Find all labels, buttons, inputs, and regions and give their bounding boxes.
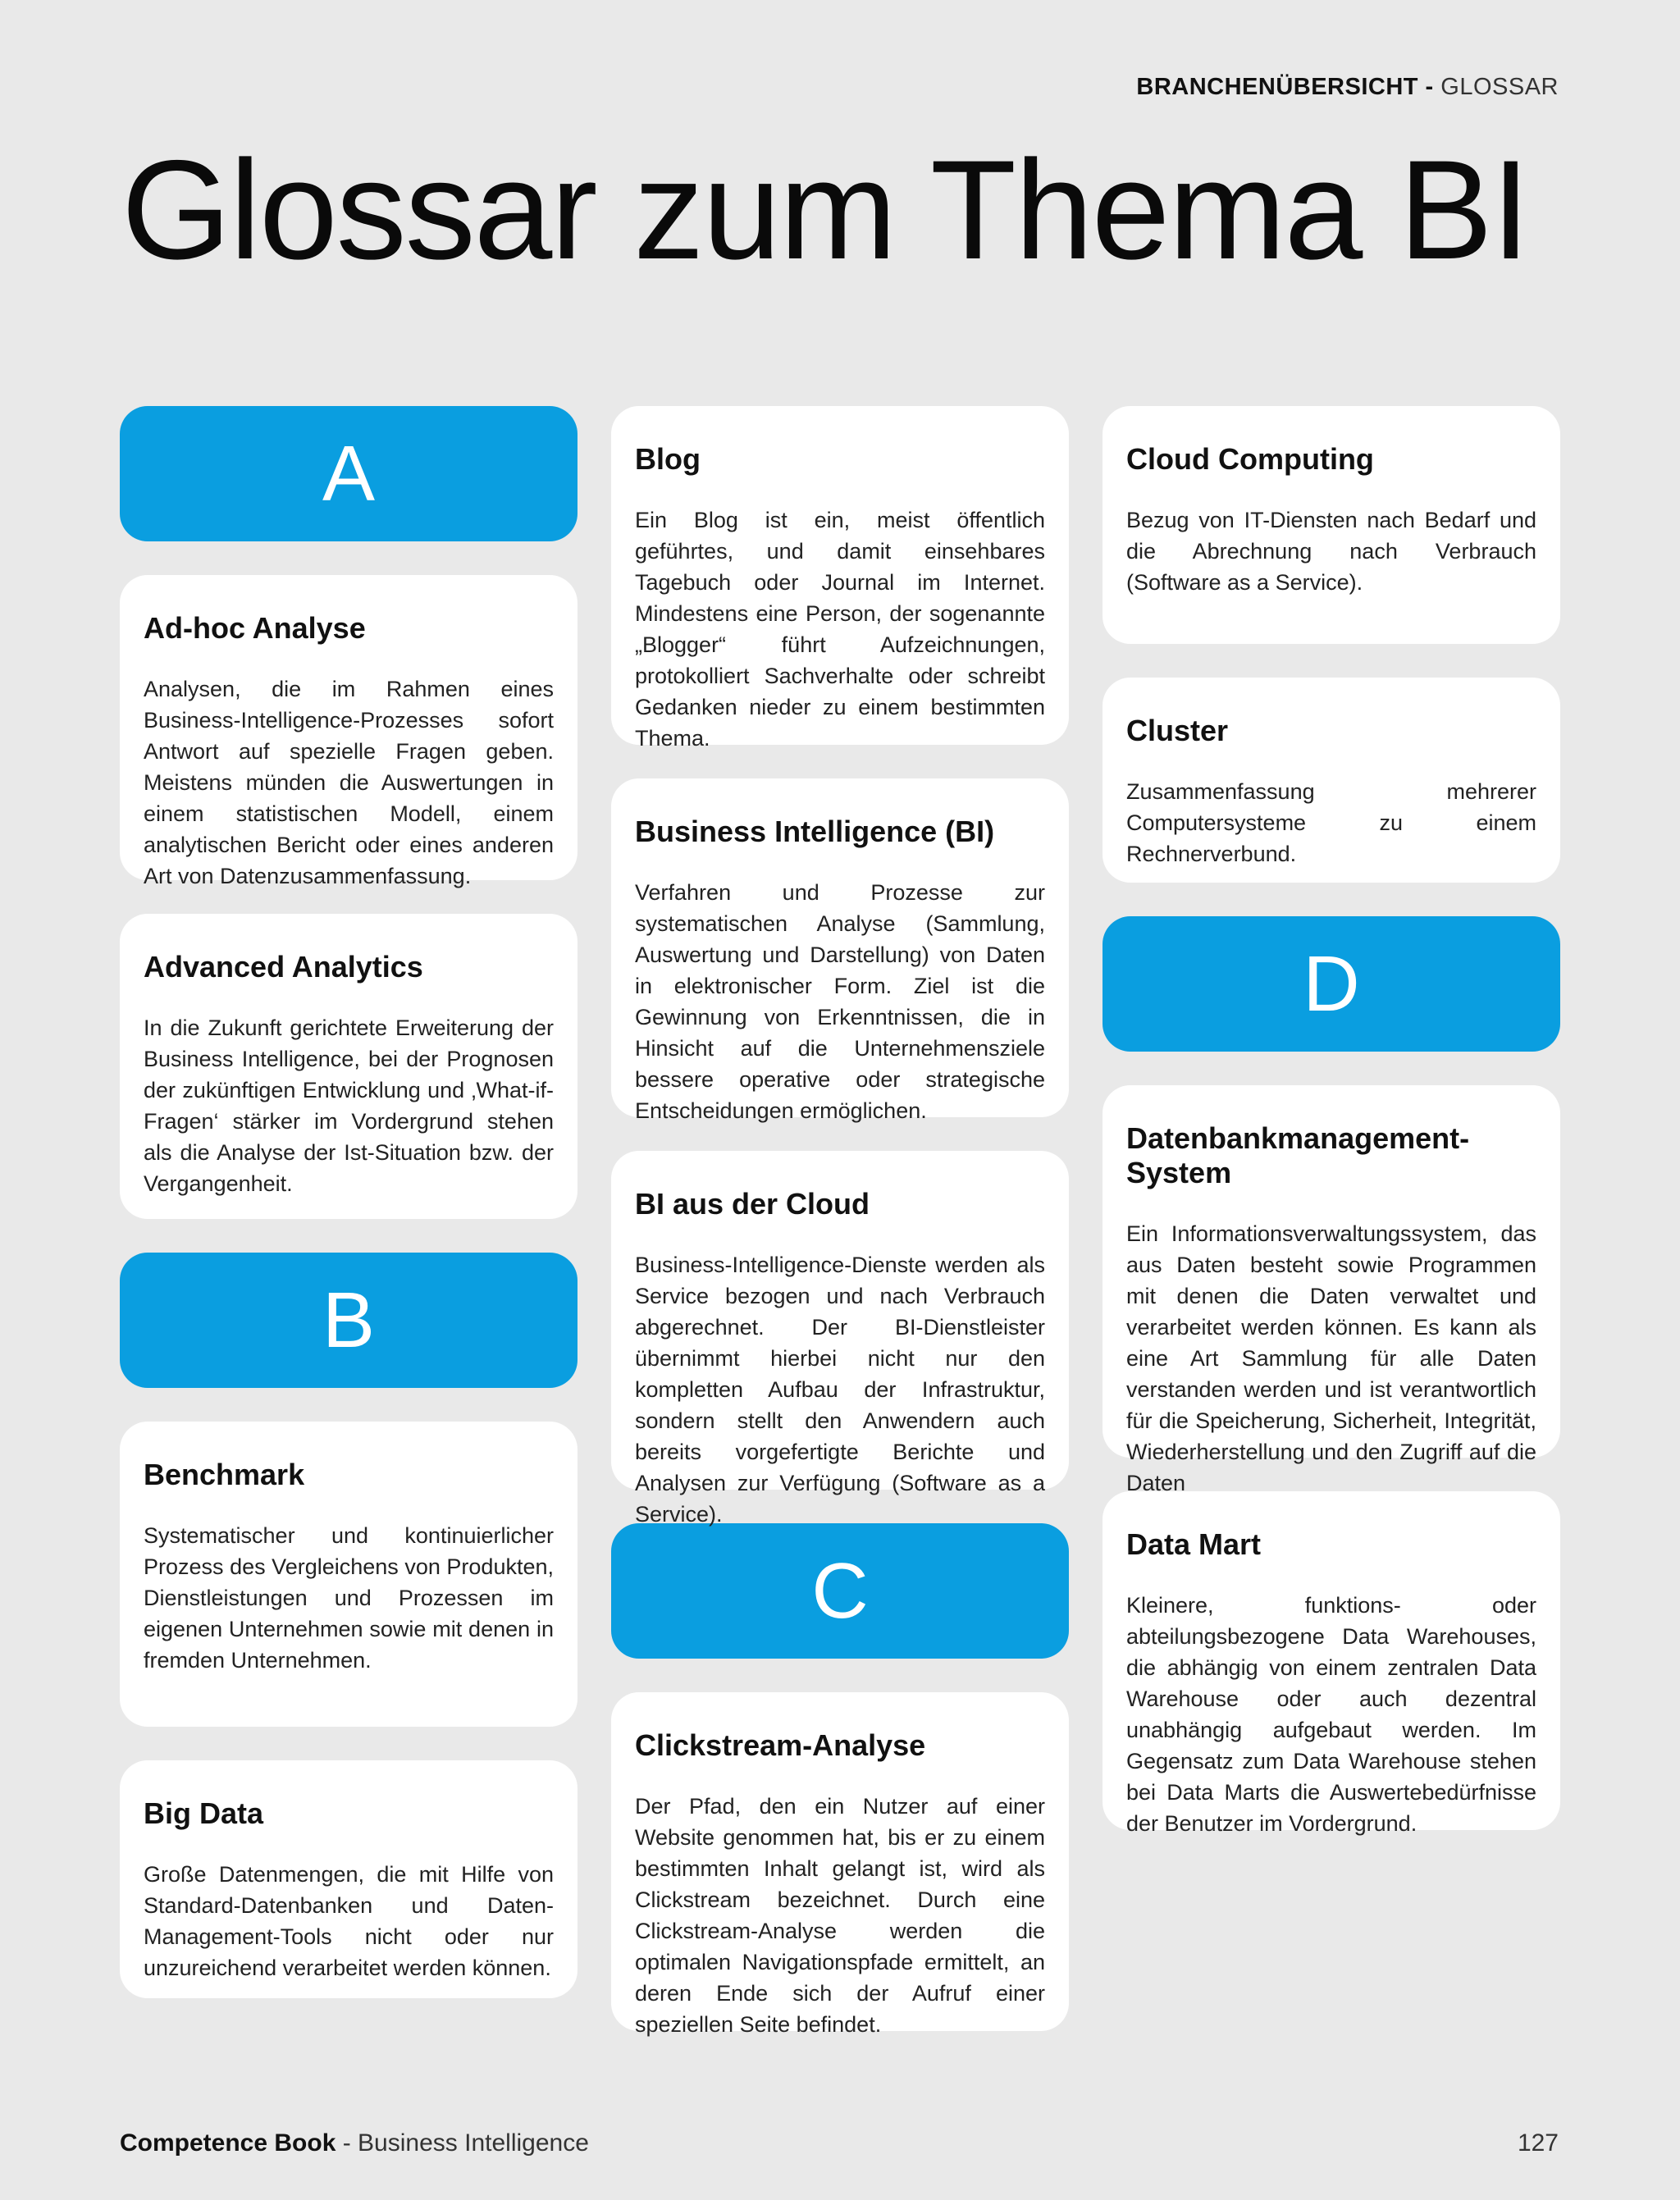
glossary-card (120, 914, 578, 1219)
glossary-definition: Analysen, die im Rahmen eines Business-Intelligence-Prozesses sofort Antwort auf spezielle Fragen geben. Meistens münden die Auswertungen in einem statistischen Modell, einem analytischen Bericht oder eines anderen Art von Datenzusammenfassung. (144, 677, 554, 888)
glossary-term: Blog (635, 442, 701, 476)
glossary-term: Data Mart (1126, 1527, 1262, 1561)
letter-heading: A (120, 406, 578, 541)
glossary-definition: Zusammenfassung mehrerer Computersysteme zu einem Rechnerverbund. (1126, 779, 1536, 866)
glossary-card (611, 1151, 1069, 1527)
section-kicker (1136, 74, 1559, 101)
glossary-definition: Ein Informationsverwaltungssystem, das aus Daten besteht sowie Programmen mit denen die Daten verwaltet und verarbeitet werden können. Es kann als eine Art Sammlung für alle Daten verstanden werden und ist verantwortlich für die Speicherung, Sicherheit, Integrität, Wiederherstellung und den Zugriff auf die Daten (1126, 1221, 1536, 1495)
glossary-term: Big Data (144, 1796, 264, 1830)
glossary-card (611, 1692, 1069, 2037)
glossary-term: BI aus der Cloud (635, 1187, 870, 1221)
glossary-card (1102, 678, 1560, 883)
glossary-definition: Große Datenmengen, die mit Hilfe von Standard-Datenbanken und Daten-Management-Tools nicht oder nur unzureichend verarbeitet werden können. (144, 1862, 554, 1980)
letter-heading: C (611, 1523, 1069, 1659)
kicker-section: BRANCHENÜBERSICHT - (1136, 74, 1441, 100)
glossary-card (611, 778, 1069, 1123)
footer-book (120, 2129, 589, 2157)
glossary-definition: Bezug von IT-Diensten nach Bedarf und die Abrechnung nach Verbrauch (Software as a Service). (1126, 508, 1536, 595)
glossary-column-2 (611, 406, 1069, 2065)
glossary-term: Benchmark (144, 1458, 305, 1491)
glossary-definition: In die Zukunft gerichtete Erweiterung der Business Intelligence, bei der Prognosen der zukünftigen Entwicklung und ‚What-if-Fragen‘ stärker im Vordergrund stehen als die Analyse der Ist-Situation bzw. der Vergangenheit. (144, 1016, 554, 1196)
glossary-card (1102, 406, 1560, 644)
kicker-subsection: GLOSSAR (1440, 74, 1559, 100)
page-title: Glossar zum Thema BI (121, 131, 1529, 289)
letter-heading: B (120, 1253, 578, 1388)
page-number: 127 (1517, 2129, 1559, 2157)
glossary-column-1 (120, 406, 578, 2032)
glossary-column-3 (1102, 406, 1560, 1864)
footer-book-title: Competence Book (120, 2129, 336, 2157)
glossary-card (120, 1422, 578, 1727)
glossary-card (1102, 1085, 1560, 1495)
glossary-definition: Business-Intelligence-Dienste werden als Service bezogen und nach Verbrauch abgerechnet. Der BI-Dienstleister übernimmt hierbei nicht nur den kompletten Aufbau der Infrastruktur, sondern stellt den Anwendern auch bereits vorgefertigte Berichte und Analysen zur Verfügung (Software as a Service). (635, 1253, 1045, 1527)
glossary-term: Business Intelligence (BI) (635, 815, 995, 848)
glossary-card (1102, 1491, 1560, 1836)
glossary-term: Ad-hoc Analyse (144, 611, 366, 645)
glossary-card (611, 406, 1069, 751)
glossary-term: Datenbankmanagement-System (1126, 1121, 1470, 1189)
glossary-term: Cloud Computing (1126, 442, 1374, 476)
glossary-definition: Der Pfad, den ein Nutzer auf einer Website genommen hat, bis er zu einem bestimmten Inhalt gelangt ist, wird als Clickstream bezeichnet. Durch eine Clickstream-Analyse werden die optimalen Navigationspfade ermittelt, an deren Ende sich der Aufruf einer speziellen Seite befindet. (635, 1794, 1045, 2037)
glossary-definition: Systematischer und kontinuierlicher Prozess des Vergleichens von Produkten, Dienstleistungen und Prozessen im eigenen Unternehmen sowie mit denen in fremden Unternehmen. (144, 1523, 554, 1673)
glossary-term: Advanced Analytics (144, 950, 423, 984)
glossary-definition: Kleinere, funktions- oder abteilungsbezogene Data Warehouses, die abhängig von einem zentralen Data Warehouse oder auch dezentral unabhängig aufgebaut werden. Im Gegensatz zum Data Warehouse stehen bei Data Marts die Auswertebedürfnisse der Benutzer im Vordergrund. (1126, 1593, 1536, 1836)
footer-book-subtitle: - Business Intelligence (336, 2129, 589, 2157)
glossary-card (120, 1760, 578, 1998)
glossary-definition: Verfahren und Prozesse zur systematischen Analyse (Sammlung, Auswertung und Darstellung) von Daten in elektronischer Form. Ziel ist die Gewinnung von Erkenntnissen, die in Hinsicht auf die Unternehmensziele bessere operative oder strategische Entscheidungen ermöglichen. (635, 880, 1045, 1123)
glossary-term: Cluster (1126, 714, 1229, 747)
glossary-term: Clickstream-Analyse (635, 1728, 926, 1762)
glossary-definition: Ein Blog ist ein, meist öffentlich geführtes, und damit einsehbares Tagebuch oder Journal im Internet. Mindestens eine Person, der sogenannte „Blogger“ führt Aufzeichnungen, protokolliert Sachverhalte oder schreibt Gedanken nieder zu einem bestimmten Thema. (635, 508, 1045, 751)
letter-heading: D (1102, 916, 1560, 1052)
glossary-card (120, 575, 578, 888)
